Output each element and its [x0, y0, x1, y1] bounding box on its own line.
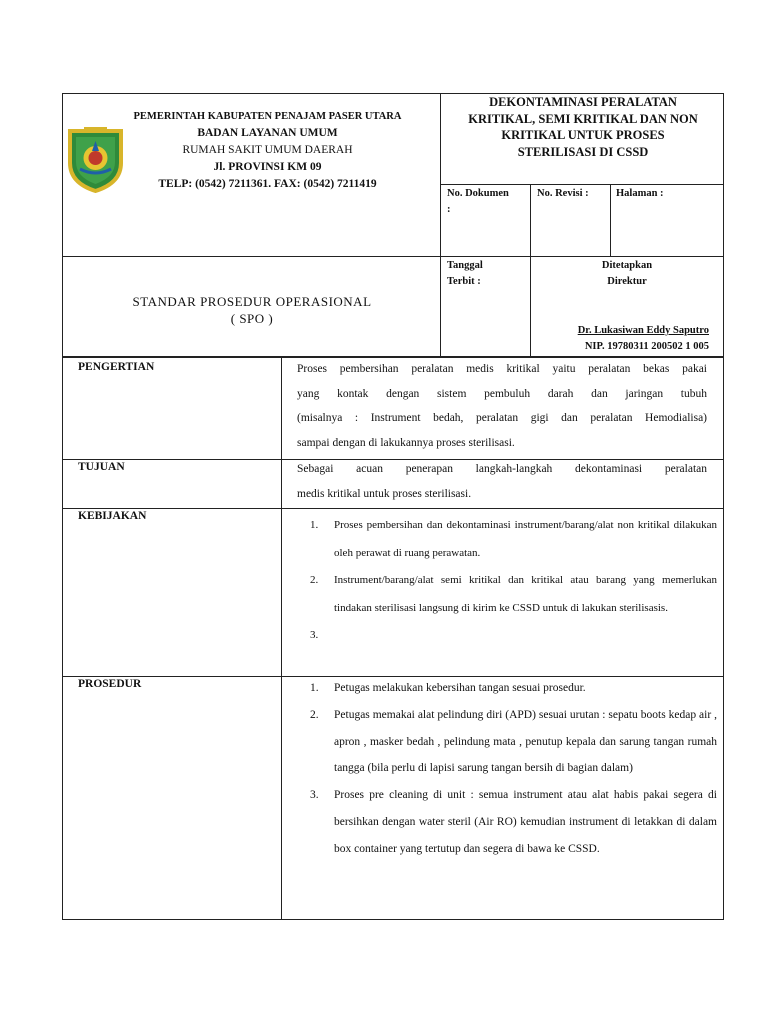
item-number: 2. [310, 574, 319, 586]
pengertian-label: PENGERTIAN [78, 361, 155, 373]
no-revisi-label: No. Revisi : [537, 188, 589, 199]
pengertian-line: sampai dengan di lakukannya proses sterilisasi. [297, 436, 515, 449]
item-number: 2. [310, 708, 319, 721]
list-item [297, 512, 717, 567]
spo-abbr-text: ( SPO ) [230, 311, 274, 326]
item-text: Instrument/barang/alat semi kritikal dan kritikal atau barang yang memerlukan tindakan sterilisasi langsung di kirim ke CSSD untuk di lakukan sterilisasis. [334, 574, 717, 614]
no-dokumen-colon: : [447, 204, 451, 215]
tujuan-line: Sebagai acuan penerapan langkah-langkah dekontaminasi peralatan [297, 463, 707, 475]
doc-title-line: DEKONTAMINASI PERALATAN [489, 95, 677, 109]
signer-name: Dr. Lukasiwan Eddy Saputro [577, 325, 709, 336]
prosedur-label: PROSEDUR [78, 678, 142, 690]
item-text: Proses pre cleaning di unit : semua instrument atau alat habis pakai segera di bersihkan dengan water steril (Air RO) kemudian instrument di letakkan di dalam box container yang tertutup dan segera di bawa ke CSSD. [334, 789, 717, 855]
tanggal-text: Tanggal [447, 260, 483, 271]
spo-title-text: STANDAR PROSEDUR OPERASIONAL [132, 294, 372, 309]
org-line-hospital: RUMAH SAKIT UMUM DAERAH [182, 144, 353, 156]
tujuan-text [297, 457, 707, 506]
no-dokumen-label [447, 186, 509, 218]
row-divider-2 [62, 508, 724, 509]
item-number: 3. [310, 629, 319, 641]
header-divider-vertical [440, 93, 441, 357]
item-number: 3. [310, 789, 319, 802]
item-number: 1. [310, 682, 319, 694]
ditetapkan-block [531, 258, 723, 290]
list-item [297, 782, 717, 862]
body-column-divider [281, 357, 282, 920]
org-line-address: Jl. PROVINSI KM 09 [213, 161, 322, 173]
tanggal-terbit-label [447, 258, 483, 290]
kebijakan-list [297, 512, 717, 650]
halaman-label: Halaman : [616, 188, 664, 199]
document-title [446, 94, 720, 160]
terbit-text: Terbit : [447, 276, 481, 287]
tujuan-label: TUJUAN [78, 461, 125, 473]
org-line-blu: BADAN LAYANAN UMUM [197, 127, 338, 139]
list-item [297, 622, 717, 650]
no-dokumen-text: No. Dokumen [447, 188, 509, 199]
pengertian-line: yang kontak dengan sistem pembuluh darah dan jaringan tubuh [297, 387, 707, 400]
tujuan-line: medis kritikal untuk proses sterilisasi. [297, 487, 472, 500]
pengertian-line: (misalnya : Instrument bedah, peralatan gigi dan peralatan Hemodialisa) [297, 412, 707, 424]
pengertian-line: Proses pembersihan peralatan medis kritikal yaitu peralatan bekas pakai [297, 363, 707, 375]
organisation-heading [130, 108, 405, 193]
regency-logo [64, 125, 127, 193]
doc-title-line: KRITIKAL UNTUK PROSES [501, 128, 665, 142]
list-item [297, 675, 717, 702]
ditetapkan-text: Ditetapkan [601, 260, 653, 271]
title-divider [440, 184, 724, 185]
org-line-phone: TELP: (0542) 7211361. FAX: (0542) 7211419 [158, 178, 377, 190]
signature-block [531, 323, 723, 355]
kebijakan-label: KEBIJAKAN [78, 510, 147, 522]
signer-nip: NIP. 19780311 200502 1 005 [584, 341, 709, 352]
doc-title-line: STERILISASI DI CSSD [517, 144, 649, 159]
org-line-regency: PEMERINTAH KABUPATEN PENAJAM PASER UTARA [133, 111, 402, 122]
prosedur-list [297, 675, 717, 863]
meta-divider-2 [610, 184, 611, 256]
item-text: Proses pembersihan dan dekontaminasi instrument/barang/alat non kritikal dilakukan oleh perawat di ruang perawatan. [334, 519, 717, 559]
item-text: Petugas melakukan kebersihan tangan sesuai prosedur. [334, 682, 586, 694]
direktur-text: Direktur [607, 276, 647, 287]
list-item [297, 567, 717, 622]
doc-title-line: KRITIKAL, SEMI KRITIKAL DAN NON [468, 111, 698, 126]
list-item [297, 702, 717, 782]
item-text: Petugas memakai alat pelindung diri (APD) sesuai urutan : sepatu boots kedap air , apron , masker bedah , pelindung mata , penutup kepala dan sarung tangan rumah tangga (bila perlu di lapisi sarung tangan bersih di bagian dalam) [334, 708, 717, 775]
item-number: 1. [310, 519, 319, 531]
spo-title [64, 293, 440, 327]
pengertian-text [297, 357, 707, 455]
header-divider-horizontal [62, 256, 724, 257]
